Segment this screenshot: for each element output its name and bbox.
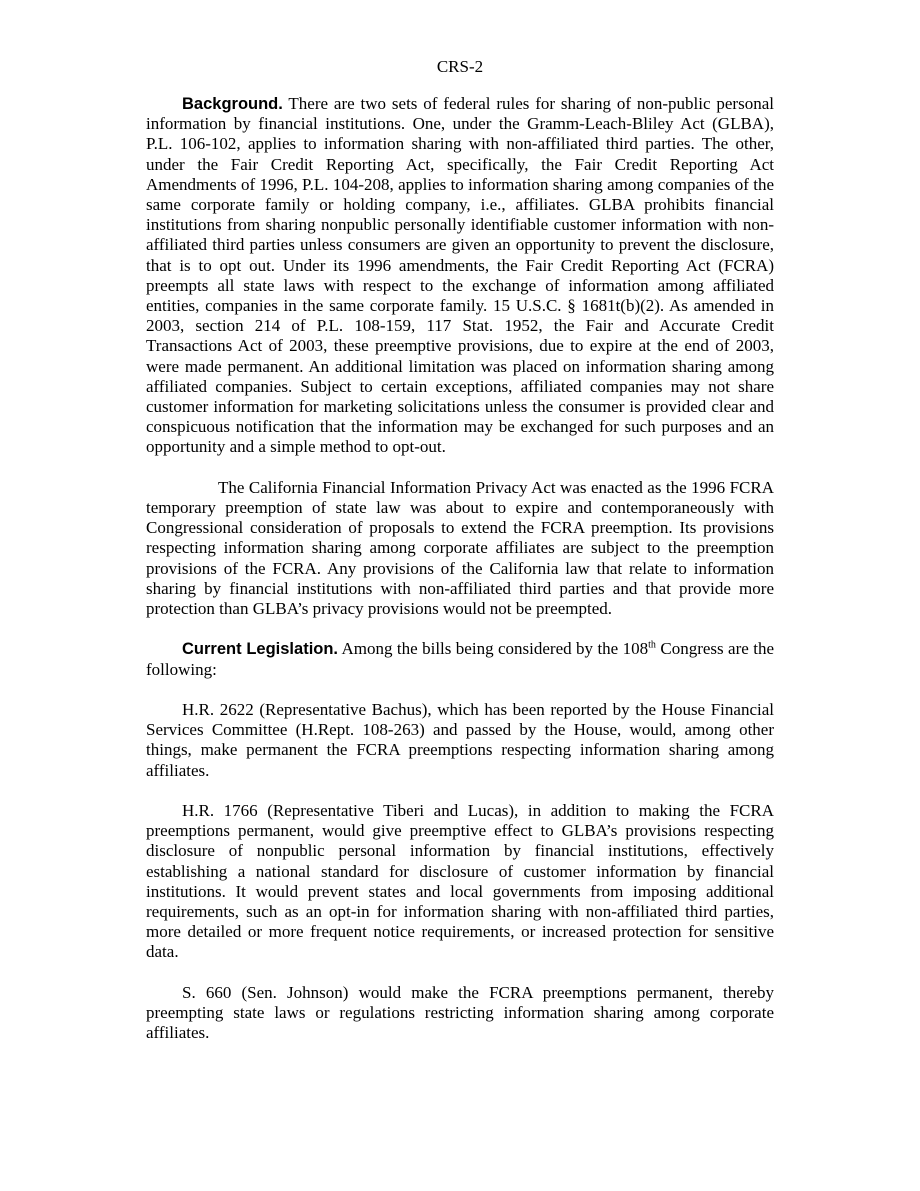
california-paragraph: [146, 478, 774, 619]
page-number: CRS-2: [436, 57, 484, 76]
bill-paragraph-s660: [146, 983, 774, 1044]
current-legislation-paragraph: [146, 639, 774, 679]
document-body: [146, 94, 774, 1064]
ordinal-superscript: th: [648, 639, 656, 651]
background-paragraph: [146, 94, 774, 458]
bill-paragraph-hr1766: [146, 801, 774, 963]
bill-text: H.R. 2622 (Representative Bachus), which has been reported by the House Financial Services Committee (H.Rept. 108-263) and passed by the House, would, among other things, make permanent the FCRA preemptions respecting information sharing among affiliates.: [146, 700, 774, 780]
current-legislation-text-before: Among the bills being considered by the 108: [341, 639, 649, 659]
bill-text: S. 660 (Sen. Johnson) would make the FCRA preemptions permanent, thereby preempting state laws or regulations restricting information sharing among corporate affiliates.: [146, 982, 774, 1043]
current-legislation-text-after: Congress are the following:: [146, 639, 774, 679]
bill-paragraph-hr2622: [146, 700, 774, 781]
background-heading: Background.: [182, 95, 283, 113]
bill-text: H.R. 1766 (Representative Tiberi and Lucas), in addition to making the FCRA preemptions permanent, would give preemptive effect to GLBA’s provisions respecting disclosure of nonpublic personal information by financial institutions, effectively establishing a national standard for disclosure of customer information by financial institutions. It would prevent states and local governments from imposing additional requirements, such as an opt-in for information sharing with non-affiliated third parties, more detailed or more frequent notice requirements, or increased protection for sensitive data.: [146, 801, 774, 962]
current-legislation-heading: Current Legislation.: [182, 640, 339, 659]
background-text: There are two sets of federal rules for sharing of non-public personal information by financial institutions. One, under the Gramm-Leach-Bliley Act (GLBA), P.L. 106-102, applies to information sharing with non-affiliated third parties. The other, under the Fair Credit Reporting Act, specifically, the Fair Credit Reporting Act Amendments of 1996, P.L. 104-208, applies to information sharing among companies of the same corporate family or holding company, i.e., affiliates. GLBA prohibits financial institutions from sharing nonpublic personally identifiable customer information with non-affiliated third parties unless consumers are given an opportunity to prevent the disclosure, that is to opt out. Under its 1996 amendments, the Fair Credit Reporting Act (FCRA) preempts all state laws with respect to the exchange of information among affiliated entities, companies in the same corporate family. 15 U.S.C. § 1681t(b)(2). As amended in 2003, section 214 of P.L. 108-159, 117 Stat. 1952, the Fair and Accurate Credit Transactions Act of 2003, these preemptive provisions, due to expire at the end of 2003, were made permanent. An additional limitation was placed on information sharing among affiliated companies. Subject to certain exceptions, affiliated companies may not share customer information for marketing solicitations unless the consumer is provided clear and conspicuous notification that the information may be exchanged for such purposes and an opportunity and a simple method to opt-out.: [146, 94, 774, 457]
california-text: The California Financial Information Privacy Act was enacted as the 1996 FCRA temporary preemption of state law was about to expire and contemporaneously with Congressional consideration of proposals to extend the FCRA preemption. Its provisions respecting information sharing among corporate affiliates are subject to the preemption provisions of the FCRA. Any provisions of the California law that relate to information sharing by financial institutions with non-affiliated third parties and that provide more protection than GLBA’s privacy provisions would not be preempted.: [146, 477, 774, 619]
